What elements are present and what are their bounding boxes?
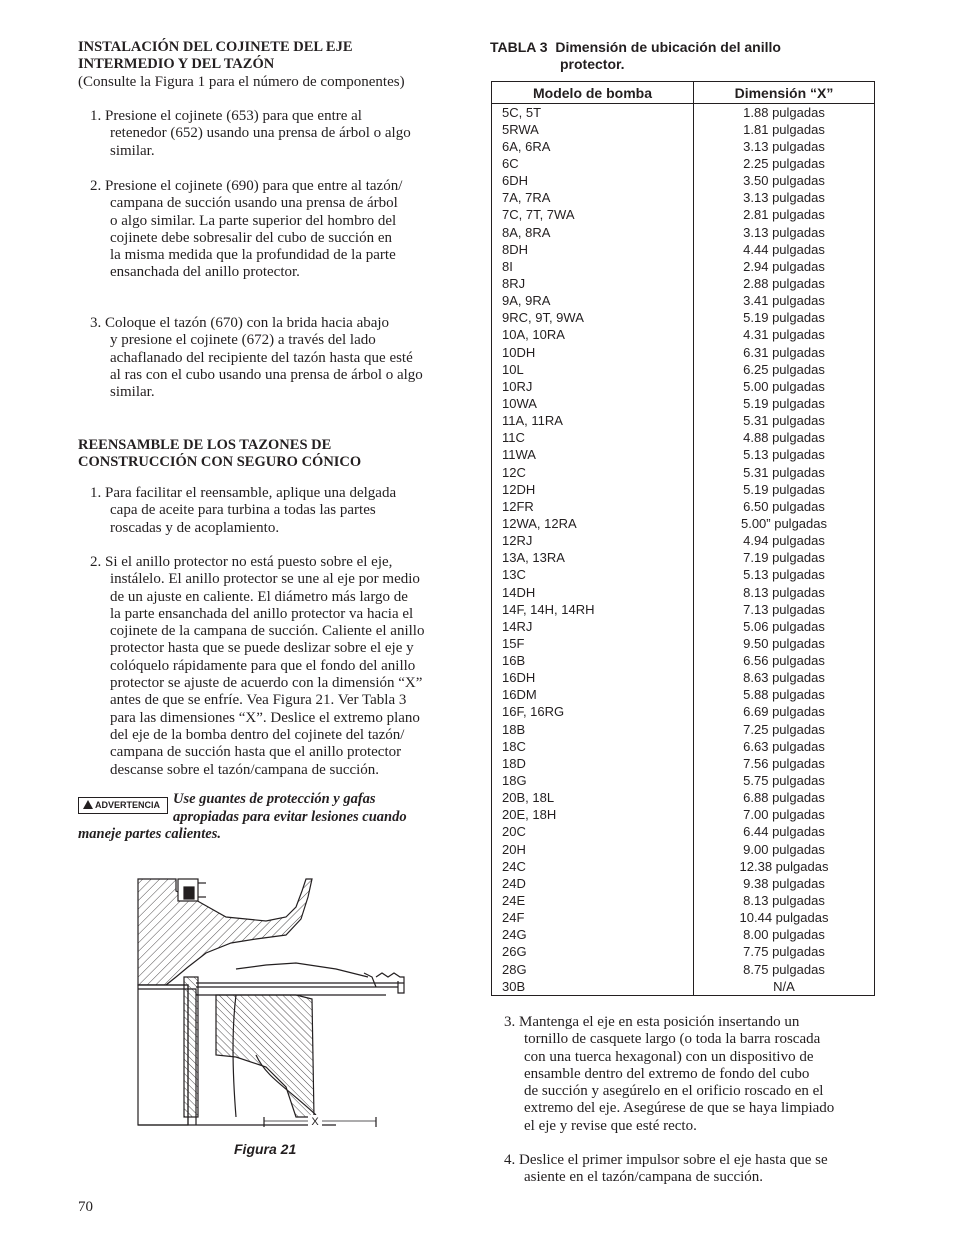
- table-row: [492, 892, 875, 909]
- pump-model-cell: 24E: [492, 892, 694, 909]
- dimension-x-cell: 7.19 pulgadas: [694, 550, 875, 567]
- dimension-x-label: X: [311, 1116, 319, 1128]
- table-row: [492, 858, 875, 875]
- pump-model-cell: 15F: [492, 635, 694, 652]
- pump-model-cell: 13C: [492, 567, 694, 584]
- table-row: [492, 361, 875, 378]
- dimension-x-cell: 5.00” pulgadas: [694, 515, 875, 532]
- pump-model-cell: 18G: [492, 772, 694, 789]
- pump-model-cell: 18B: [492, 721, 694, 738]
- table-row: [492, 978, 875, 996]
- table-row: [492, 772, 875, 789]
- table-row: [492, 293, 875, 310]
- table-row: [492, 344, 875, 361]
- page-number: 70: [78, 1199, 93, 1215]
- table-row: [492, 601, 875, 618]
- section2-step4: 4. Deslice el primer impulsor sobre el eje hasta que se asiente en el tazón/campana de succión.: [504, 1152, 828, 1186]
- pump-model-cell: 6C: [492, 155, 694, 172]
- pump-model-cell: 18D: [492, 755, 694, 772]
- dimension-x-cell: 8.63 pulgadas: [694, 670, 875, 687]
- pump-model-cell: 10WA: [492, 395, 694, 412]
- pump-model-cell: 6DH: [492, 173, 694, 190]
- section2-title: REENSAMBLE DE LOS TAZONES DE CONSTRUCCIÓN CON SEGURO CÓNICO: [78, 437, 362, 470]
- pump-model-cell: 24F: [492, 910, 694, 927]
- table-row: [492, 430, 875, 447]
- pump-model-cell: 14F, 14H, 14RH: [492, 601, 694, 618]
- table-row: [492, 378, 875, 395]
- pump-model-cell: 26G: [492, 944, 694, 961]
- table-row: [492, 550, 875, 567]
- column-header-model: Modelo de bomba: [492, 82, 694, 104]
- table-row: [492, 807, 875, 824]
- pump-model-cell: 11A, 11RA: [492, 413, 694, 430]
- section2-step3: 3. Mantenga el eje en esta posición insertando un tornillo de casquete largo (o toda la barra roscada con una tuerca hexagonal) con un dispositivo de ensamble dentro del extremo de fondo del cubo de succión y asegúrelo en el orificio roscado en el extremo del eje. Asegúrese de que se haya limpiado el eje y revise que esté recto.: [504, 1014, 835, 1134]
- table-row: [492, 927, 875, 944]
- dimension-x-cell: 7.00 pulgadas: [694, 807, 875, 824]
- dimension-x-cell: 5.13 pulgadas: [694, 567, 875, 584]
- table-row: [492, 327, 875, 344]
- table-row: [492, 704, 875, 721]
- table-row: [492, 875, 875, 892]
- pump-model-cell: 24G: [492, 927, 694, 944]
- section2-step2: 2. Si el anillo protector no está puesto sobre el eje, instálelo. El anillo protector se une al eje por medio de un ajuste en caliente. El diámetro más largo de la parte ensanchada del anillo protector va hacia el cojinete de la campana de succión. Caliente el anillo protector hasta que se puede deslizar sobre el eje y colóquelo rápidamente para que el fondo del anillo protector se ajuste de acuerdo con la dimensión “X” antes de que se enfríe. Vea Figura 21. Ver Tabla 3 para las dimensiones “X”. Deslice el extremo plano del eje de la bomba dentro del cojinete del tazón/ campana de succión hasta que el anillo protector descanse sobre el tazón/campana de succión.: [90, 554, 425, 778]
- table-row: [492, 173, 875, 190]
- dimension-x-cell: 6.31 pulgadas: [694, 344, 875, 361]
- table-row: [492, 653, 875, 670]
- pump-model-cell: 16DH: [492, 670, 694, 687]
- section1-step3: 3. Coloque el tazón (670) con la brida hacia abajo y presione el cojinete (672) a través del lado achaflanado del recipiente del tazón hasta que esté al ras con el cubo usando una prensa de árbol o algo similar.: [90, 315, 423, 401]
- pump-model-cell: 6A, 6RA: [492, 138, 694, 155]
- table-header-row: [492, 82, 875, 104]
- dimension-x-cell: 7.13 pulgadas: [694, 601, 875, 618]
- dimension-x-cell: 4.31 pulgadas: [694, 327, 875, 344]
- dimension-x-cell: 6.50 pulgadas: [694, 498, 875, 515]
- dimension-x-cell: 8.00 pulgadas: [694, 927, 875, 944]
- dimension-x-cell: 5.31 pulgadas: [694, 413, 875, 430]
- table-row: [492, 207, 875, 224]
- dimension-x-cell: 6.56 pulgadas: [694, 653, 875, 670]
- figure-21-drawing: [136, 877, 411, 1129]
- dimension-x-cell: 3.13 pulgadas: [694, 224, 875, 241]
- pump-model-cell: 24C: [492, 858, 694, 875]
- table-row: [492, 533, 875, 550]
- pump-model-cell: 12C: [492, 464, 694, 481]
- pump-model-cell: 16B: [492, 653, 694, 670]
- dimension-x-cell: 8.75 pulgadas: [694, 961, 875, 978]
- table-row: [492, 841, 875, 858]
- table-row: [492, 104, 875, 122]
- table-row: [492, 584, 875, 601]
- warning-badge: ADVERTENCIA: [78, 797, 168, 814]
- section2-step1: 1. Para facilitar el reensamble, aplique una delgada capa de aceite para turbina a todas las partes roscadas y de acoplamiento.: [90, 485, 397, 536]
- pump-model-cell: 9RC, 9T, 9WA: [492, 310, 694, 327]
- table-row: [492, 618, 875, 635]
- table-row: [492, 481, 875, 498]
- table-row: [492, 155, 875, 172]
- table-caption: TABLA 3 Dimensión de ubicación del anillo protector.: [490, 39, 781, 72]
- dimension-x-cell: 8.13 pulgadas: [694, 892, 875, 909]
- pump-model-cell: 12DH: [492, 481, 694, 498]
- table-row: [492, 670, 875, 687]
- table-row: [492, 190, 875, 207]
- pump-model-cell: 13A, 13RA: [492, 550, 694, 567]
- pump-model-cell: 28G: [492, 961, 694, 978]
- dimension-x-cell: 7.25 pulgadas: [694, 721, 875, 738]
- table-row: [492, 258, 875, 275]
- table-row: [492, 755, 875, 772]
- dimension-x-cell: 4.94 pulgadas: [694, 533, 875, 550]
- dimension-x-cell: 5.19 pulgadas: [694, 310, 875, 327]
- table-row: [492, 910, 875, 927]
- table-body: [492, 104, 875, 996]
- pump-model-cell: 10A, 10RA: [492, 327, 694, 344]
- pump-model-cell: 30B: [492, 978, 694, 996]
- pump-model-cell: 12FR: [492, 498, 694, 515]
- table-row: [492, 738, 875, 755]
- pump-model-cell: 7A, 7RA: [492, 190, 694, 207]
- table-row: [492, 824, 875, 841]
- dimension-x-cell: 7.75 pulgadas: [694, 944, 875, 961]
- section1-title: INSTALACIÓN DEL COJINETE DEL EJE INTERMEDIO Y DEL TAZÓN: [78, 39, 353, 72]
- dimension-x-cell: 4.88 pulgadas: [694, 430, 875, 447]
- pump-model-cell: 16F, 16RG: [492, 704, 694, 721]
- table-row: [492, 567, 875, 584]
- dimension-x-cell: 4.44 pulgadas: [694, 241, 875, 258]
- table-row: [492, 944, 875, 961]
- table-row: [492, 395, 875, 412]
- dimension-x-cell: 1.81 pulgadas: [694, 121, 875, 138]
- dimension-x-cell: 6.63 pulgadas: [694, 738, 875, 755]
- dimension-x-cell: 3.13 pulgadas: [694, 138, 875, 155]
- table-row: [492, 241, 875, 258]
- dimension-x-cell: 10.44 pulgadas: [694, 910, 875, 927]
- dimension-x-cell: 2.94 pulgadas: [694, 258, 875, 275]
- figure-caption: Figura 21: [234, 1141, 297, 1157]
- dimension-x-cell: 6.25 pulgadas: [694, 361, 875, 378]
- pump-model-cell: 14RJ: [492, 618, 694, 635]
- dimension-x-cell: 5.06 pulgadas: [694, 618, 875, 635]
- section1-subtitle: (Consulte la Figura 1 para el número de componentes): [78, 74, 405, 90]
- dimension-x-cell: 5.00 pulgadas: [694, 378, 875, 395]
- pump-model-cell: 10L: [492, 361, 694, 378]
- table-row: [492, 138, 875, 155]
- table-row: [492, 498, 875, 515]
- pump-model-cell: 20E, 18H: [492, 807, 694, 824]
- dimension-x-cell: 5.88 pulgadas: [694, 687, 875, 704]
- dimension-x-cell: 5.75 pulgadas: [694, 772, 875, 789]
- pump-model-cell: 16DM: [492, 687, 694, 704]
- pump-model-cell: 12RJ: [492, 533, 694, 550]
- dimension-x-cell: 1.88 pulgadas: [694, 104, 875, 122]
- table-row: [492, 464, 875, 481]
- table-row: [492, 635, 875, 652]
- warning-text: Use guantes de protección y gafas apropiadas para evitar lesiones cuando maneje partes calientes.: [78, 791, 407, 842]
- table-row: [492, 224, 875, 241]
- table-row: [492, 790, 875, 807]
- pump-model-cell: 8I: [492, 258, 694, 275]
- dimension-x-cell: 5.13 pulgadas: [694, 447, 875, 464]
- dimension-x-cell: 9.00 pulgadas: [694, 841, 875, 858]
- table-row: [492, 687, 875, 704]
- pump-model-cell: 14DH: [492, 584, 694, 601]
- dimension-x-cell: 12.38 pulgadas: [694, 858, 875, 875]
- dimension-x-cell: 8.13 pulgadas: [694, 584, 875, 601]
- section1-step2: 2. Presione el cojinete (690) para que entre al tazón/ campana de succión usando una prensa de árbol o algo similar. La parte superior del hombro del cojinete debe sobresalir del cubo de succión en la misma medida que la profundidad de la parte ensanchada del anillo protector.: [90, 178, 403, 281]
- table-row: [492, 413, 875, 430]
- table-row: [492, 721, 875, 738]
- pump-model-cell: 11WA: [492, 447, 694, 464]
- dimension-x-cell: 7.56 pulgadas: [694, 755, 875, 772]
- table-row: [492, 310, 875, 327]
- pump-model-cell: 10RJ: [492, 378, 694, 395]
- dimension-x-cell: 6.44 pulgadas: [694, 824, 875, 841]
- table-row: [492, 961, 875, 978]
- pump-model-cell: 9A, 9RA: [492, 293, 694, 310]
- pump-model-cell: 24D: [492, 875, 694, 892]
- dimension-x-cell: 3.50 pulgadas: [694, 173, 875, 190]
- pump-model-cell: 18C: [492, 738, 694, 755]
- column-header-dimension: Dimensión “X”: [694, 82, 875, 104]
- pump-model-cell: 8RJ: [492, 275, 694, 292]
- pump-model-cell: 7C, 7T, 7WA: [492, 207, 694, 224]
- dimension-x-cell: 3.13 pulgadas: [694, 190, 875, 207]
- table-row: [492, 515, 875, 532]
- dimension-x-cell: 5.19 pulgadas: [694, 395, 875, 412]
- pump-model-cell: 5C, 5T: [492, 104, 694, 122]
- dimension-x-cell: 5.31 pulgadas: [694, 464, 875, 481]
- table-row: [492, 275, 875, 292]
- dimension-x-cell: N/A: [694, 978, 875, 996]
- dimension-x-cell: 3.41 pulgadas: [694, 293, 875, 310]
- pump-model-cell: 8DH: [492, 241, 694, 258]
- pump-model-cell: 20H: [492, 841, 694, 858]
- pump-model-cell: 20B, 18L: [492, 790, 694, 807]
- pump-model-cell: 5RWA: [492, 121, 694, 138]
- pump-model-cell: 12WA, 12RA: [492, 515, 694, 532]
- pump-model-cell: 20C: [492, 824, 694, 841]
- dimension-table: [491, 81, 875, 996]
- dimension-x-cell: 2.81 pulgadas: [694, 207, 875, 224]
- dimension-x-cell: 5.19 pulgadas: [694, 481, 875, 498]
- section1-step1: 1. Presione el cojinete (653) para que entre al retenedor (652) usando una prensa de árbol o algo similar.: [90, 108, 411, 159]
- pump-model-cell: 10DH: [492, 344, 694, 361]
- dimension-x-cell: 2.88 pulgadas: [694, 275, 875, 292]
- dimension-x-cell: 6.88 pulgadas: [694, 790, 875, 807]
- pump-model-cell: 8A, 8RA: [492, 224, 694, 241]
- pump-model-cell: 11C: [492, 430, 694, 447]
- table-row: [492, 121, 875, 138]
- dimension-x-cell: 2.25 pulgadas: [694, 155, 875, 172]
- dimension-x-cell: 9.38 pulgadas: [694, 875, 875, 892]
- dimension-x-cell: 6.69 pulgadas: [694, 704, 875, 721]
- dimension-x-cell: 9.50 pulgadas: [694, 635, 875, 652]
- table-row: [492, 447, 875, 464]
